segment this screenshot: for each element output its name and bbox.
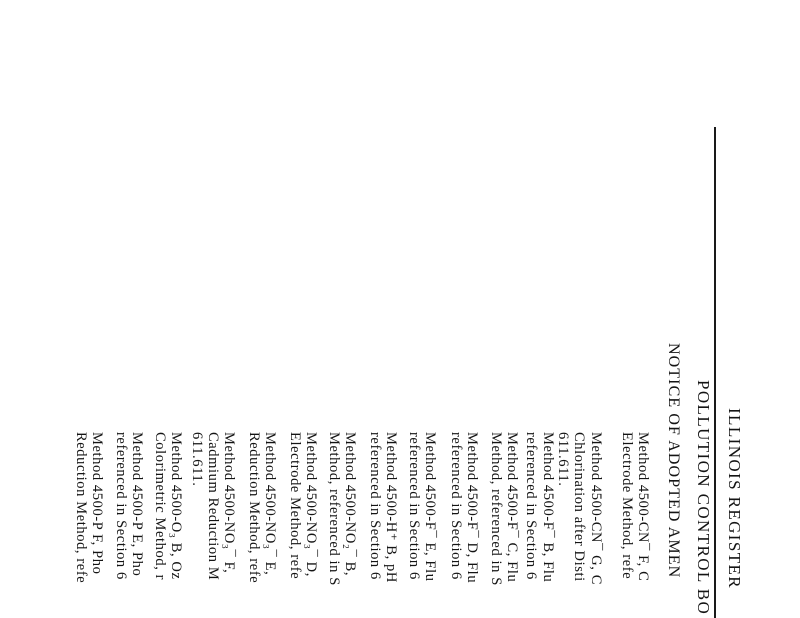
entry-line: Method 4500-O₃ B, Oz [168,432,184,580]
entry-line: Method 4500-NO₃¯ F, [221,432,237,574]
entry-line: Method 4500-CN¯ G, C [588,432,604,585]
entry-line: Reduction Method, refe [246,432,262,584]
entry-line: Cadmium Reduction M [205,432,221,581]
entry-line: Method 4500-H⁺ B, pH [383,432,399,583]
entry-line: Method 4500-P E, Pho [129,432,145,577]
board-line: POLLUTION CONTROL BO [694,380,713,616]
entry-line: Method 4500-NO₂¯ B, [342,432,358,577]
entry-line: Reduction Method, refe [73,432,89,584]
entry-line: Method 4500-NO₃¯ D, [303,432,319,577]
entry-line: Method 4500-F¯ B, Flu [540,432,556,583]
entry-line: referenced in Section 6 [113,432,129,580]
entry-line: Chlorination after Disti [571,432,587,582]
entry-line: Method 4500-NO₃¯ E, [262,432,278,576]
entry-line: 611.611. [189,432,205,487]
entry-line: Method 4500-F¯ D, Flu [464,432,480,584]
header-rule [714,127,716,618]
register-title: ILLINOIS REGISTER [725,408,744,590]
entry-line: Method 4500-CN¯ F, C [635,432,651,582]
entry-line: 611.611. [555,432,571,487]
entry-line: Electrode Method, refe [619,432,635,580]
entry-line: referenced in Section 6 [523,432,539,580]
entry-line: Method 4500-F¯ E, Flu [422,432,438,582]
notice-line: NOTICE OF ADOPTED AMEN [665,343,682,579]
entry-line: referenced in Section 6 [448,432,464,580]
entry-line: Colorimetric Method, r [152,432,168,581]
entry-line: Electrode Method, refe [287,432,303,580]
entry-line: Method 4500-P F, Pho [89,432,105,575]
entry-line: Method, referenced in S [326,432,342,586]
entry-line: referenced in Section 6 [406,432,422,580]
entry-line: Method 4500-F¯ C, Flu [504,432,520,583]
entry-line: referenced in Section 6 [367,432,383,580]
entry-line: Method, referenced in S [488,432,504,586]
